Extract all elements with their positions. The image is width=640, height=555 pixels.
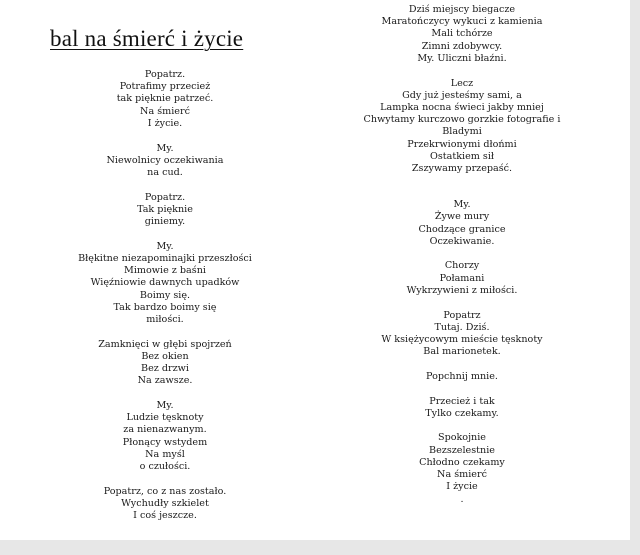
verse-line: Połamani xyxy=(439,272,485,284)
verse-line: giniemy. xyxy=(144,216,186,228)
poem-left-column xyxy=(40,69,290,522)
verse-line: Tutaj. Dziś. xyxy=(434,321,490,333)
verse-line: Przecież i tak xyxy=(429,395,495,407)
verse-line: Bezszelestnie xyxy=(429,444,495,456)
verse-line: Potrafimy przecież xyxy=(119,81,211,93)
verse-line: Płonący wstydem xyxy=(122,436,208,448)
verse-line: miłości. xyxy=(146,313,184,325)
verse-line: Ostatkiem sił xyxy=(429,150,495,162)
verse-line: Wychudły szkielet xyxy=(121,497,209,509)
stanza xyxy=(322,260,602,297)
verse-line: Błękitne niezapominajki przeszłości xyxy=(78,252,252,264)
verse-line: tak pięknie patrzeć. xyxy=(116,93,214,105)
stanza xyxy=(40,143,290,180)
stanza xyxy=(40,400,290,473)
verse-line: Przekrwionymi dłońmi xyxy=(407,138,517,150)
verse-line: Na śmierć xyxy=(437,469,487,481)
verse-line: Popatrz xyxy=(443,309,481,321)
verse-line: na cud. xyxy=(147,166,183,178)
verse-line: Zamknięci w głębi spojrzeń xyxy=(98,338,232,350)
verse-line: Popatrz, co z nas zostało. xyxy=(103,485,227,497)
verse-line: My. Uliczni błaźni. xyxy=(417,52,507,64)
verse-line: I życie xyxy=(446,481,478,493)
stanza xyxy=(40,69,290,130)
verse-line: Chodzące granice xyxy=(418,223,506,235)
verse-line: Niewolnicy oczekiwania xyxy=(106,154,224,166)
verse-line: Wykrzywieni z miłości. xyxy=(406,284,518,296)
verse-line: Więźniowie dawnych upadków xyxy=(90,277,240,289)
verse-line: Spokojnie xyxy=(438,432,486,444)
verse-line: Bez okien xyxy=(141,350,189,362)
verse-line: My. xyxy=(156,142,174,154)
verse-line: W księżycowym mieście tęsknoty xyxy=(381,333,543,345)
stanza xyxy=(322,4,602,65)
verse-line: Bal marionetek. xyxy=(423,346,501,358)
verse-line: Oczekiwanie. xyxy=(429,235,495,247)
poem-right-column xyxy=(322,4,602,506)
verse-line: Bez drzwi xyxy=(141,363,189,375)
stanza xyxy=(322,78,602,176)
verse-line: Mimowie z baśni xyxy=(124,265,206,277)
verse-line: Na śmierć xyxy=(140,105,190,117)
stanza xyxy=(40,241,290,326)
stanza xyxy=(322,396,602,420)
verse-line: My. xyxy=(156,240,174,252)
verse-line: Zimni zdobywcy. xyxy=(421,40,503,52)
verse-line: Lecz xyxy=(450,77,474,89)
verse-line: I życie. xyxy=(147,117,183,129)
verse-line: Na myśl xyxy=(145,448,185,460)
stanza xyxy=(322,310,602,359)
verse-line: Na zawsze. xyxy=(137,375,193,387)
verse-line: Gdy już jesteśmy sami, a xyxy=(402,89,522,101)
verse-line: za nienazwanym. xyxy=(123,424,207,436)
stanza xyxy=(40,486,290,523)
verse-line: Maratończycy wykuci z kamienia xyxy=(381,16,543,28)
verse-line: Żywe mury xyxy=(434,211,490,223)
poem-title: bal na śmierć i życie xyxy=(50,26,244,51)
stanza xyxy=(322,199,602,248)
verse-line: Chłodno czekamy xyxy=(419,456,505,468)
stanza xyxy=(40,192,290,229)
verse-line: I coś jeszcze. xyxy=(133,510,197,522)
verse-line: Zszywamy przepaść. xyxy=(411,162,513,174)
verse-line: Mali tchórze xyxy=(431,28,493,40)
verse-line: Tylko czekamy. xyxy=(425,407,499,419)
verse-line: Boimy się. xyxy=(139,289,191,301)
stanza xyxy=(322,371,602,383)
verse-line: Bladymi xyxy=(442,126,482,138)
verse-line: Dziś miejscy biegacze xyxy=(408,4,516,15)
verse-line: Popatrz. xyxy=(144,69,186,80)
verse-line: Ludzie tęsknoty xyxy=(126,412,204,424)
verse-line: Chwytamy kurczowo gorzkie fotografie i xyxy=(363,114,561,126)
verse-line: My. xyxy=(156,399,174,411)
verse-line: Chorzy xyxy=(444,260,480,272)
stanza xyxy=(322,432,602,505)
verse-line: o czułości. xyxy=(139,460,191,472)
verse-line: My. xyxy=(453,199,471,211)
stanza xyxy=(40,339,290,388)
verse-line: . xyxy=(460,493,464,505)
verse-line: Popchnij mnie. xyxy=(426,370,498,382)
verse-line: Tak bardzo boimy się xyxy=(113,301,217,313)
verse-line: Lampka nocna świeci jakby mniej xyxy=(380,101,544,113)
verse-line: Popatrz. xyxy=(144,191,186,203)
verse-line: Tak pięknie xyxy=(137,203,193,215)
